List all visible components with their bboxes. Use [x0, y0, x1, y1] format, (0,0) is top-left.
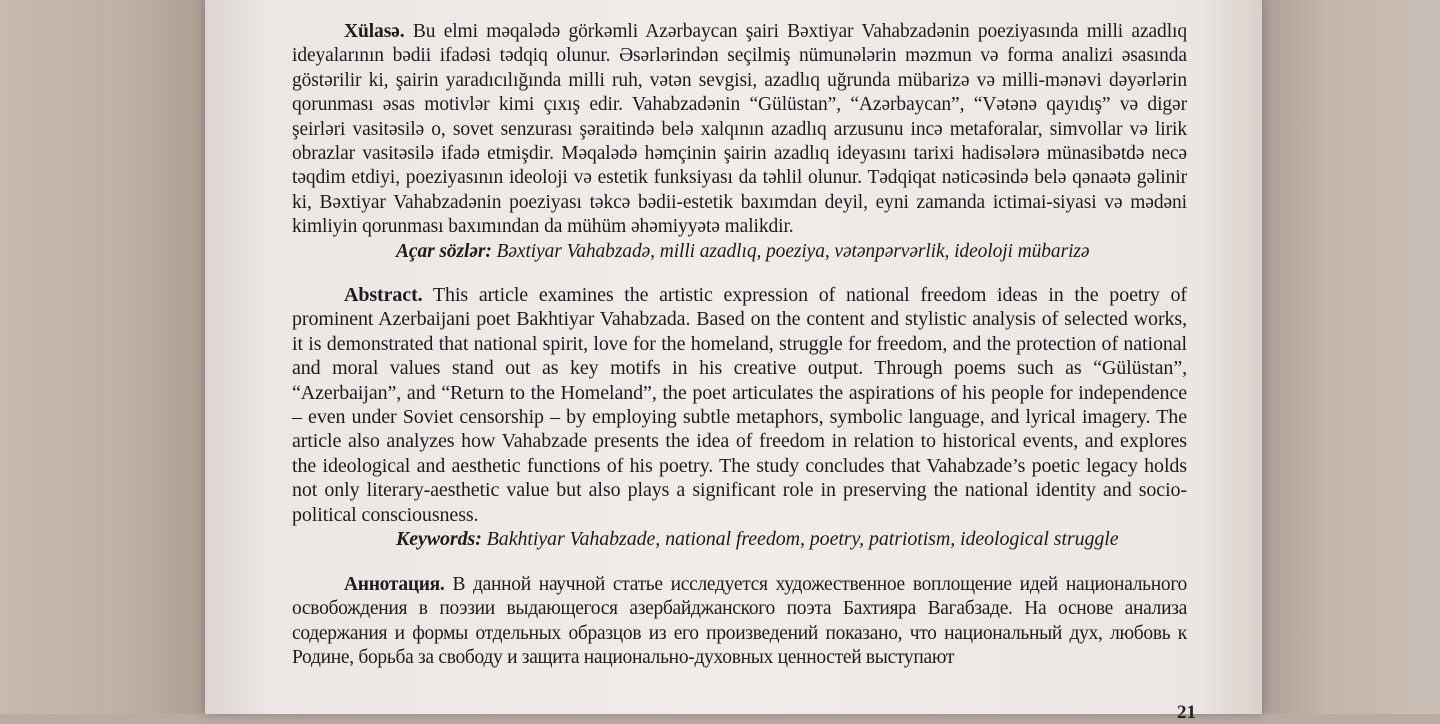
abstract-en-heading: Abstract.	[344, 284, 423, 306]
abstract-en-body: This article examines the artistic expression of national freedom ideas in the poetry of prominent Azerbaijani poet Bakhtiyar Vahabzada. Based on the content and stylistic analysis of selected works, it is demonstrated that national spirit, love for the homeland, struggle for freedom, and the protection of national and moral values stand out as key motifs in his creative output. Through poems such as “Gülüstan”, “Azerbaijan”, and “Return to the Homeland”, the poet articulates the aspirations of his people for independence – even under Soviet censorship – by employing subtle metaphors, symbolic language, and lyrical imagery. The article also analyzes how Vahabzade presents the idea of freedom in relation to historical events, and explores the ideological and aesthetic functions of his poetry. The study concludes that Vahabzade’s poetic legacy holds not only literary-aesthetic value but also plays a significant role in preserving the national identity and socio-political consciousness.	[292, 284, 1187, 526]
background-right	[1255, 0, 1440, 714]
abstract-ru-heading: Аннотация.	[344, 574, 445, 595]
abstract-russian	[292, 573, 1187, 671]
abstract-english	[292, 283, 1187, 551]
abstract-ru-body: В данной научной статье исследуется художественное воплощение идей национального освобождения в поэзии выдающегося азербайджанского поэта Бахтияра Вагабзаде. На основе анализа содержания и формы отдельных образцов из его произведений показано, что национальный дух, любовь к Родине, борьба за свободу и защита национально-духовных ценностей выступают	[292, 574, 1187, 669]
book-page	[205, 0, 1262, 723]
keywords-en	[292, 527, 1187, 551]
background-left	[0, 0, 215, 714]
abstract-ru-paragraph	[292, 573, 1187, 671]
keywords-az-label: Açar sözlər:	[396, 240, 492, 262]
abstract-azerbaijani	[292, 20, 1187, 264]
abstract-az-paragraph	[292, 20, 1187, 240]
keywords-en-label: Keywords:	[396, 528, 482, 551]
abstract-az-body: Bu elmi məqalədə görkəmli Azərbaycan şairi Bəxtiyar Vahabzadənin poeziyasında milli azadlıq ideyalarının bədii ifadəsi tədqiq olunur. Əsərlərindən seçilmiş nümunələrin məzmun və forma analizi əsasında göstərilir ki, şairin yaradıcılığında milli ruh, vətən sevgisi, azadlıq uğrunda mübarizə və milli-mənəvi dəyərlərin qorunması əsas motivlər kimi çıxış edir. Vahabzadənin “Gülüstan”, “Azərbaycan”, “Vətənə qayıdış” və digər şeirləri vasitəsilə o, sovet senzurası şəraitində belə xalqının azadlıq arzusunu incə metaforalar, simvollar və lirik obrazlar vasitəsilə ifadə etmişdir. Məqalədə həmçinin şairin azadlıq ideyasını tarixi hadisələrə münasibətdə necə təqdim etdiyi, poeziyasının ideoloji və estetik funksiyası da təhlil olunur. Tədqiqat nəticəsində belə qənaətə gəlinir ki, Bəxtiyar Vahabzadənin poeziyası təkcə bədii-estetik baxımdan deyil, eyni zamanda ictimai-siyasi və mədəni kimliyin qorunması baxımından da mühüm əhəmiyyətə malikdir.	[292, 21, 1187, 238]
keywords-az-text: Bəxtiyar Vahabzadə, milli azadlıq, poeziya, vətənpərvərlik, ideoloji mübarizə	[496, 240, 1090, 262]
page-number: 21	[1177, 702, 1196, 723]
keywords-en-text: Bakhtiyar Vahabzade, national freedom, poetry, patriotism, ideological struggle	[486, 528, 1119, 551]
keywords-az	[292, 240, 1187, 264]
abstract-az-heading: Xülasə.	[344, 21, 405, 42]
abstract-en-paragraph	[292, 283, 1187, 527]
